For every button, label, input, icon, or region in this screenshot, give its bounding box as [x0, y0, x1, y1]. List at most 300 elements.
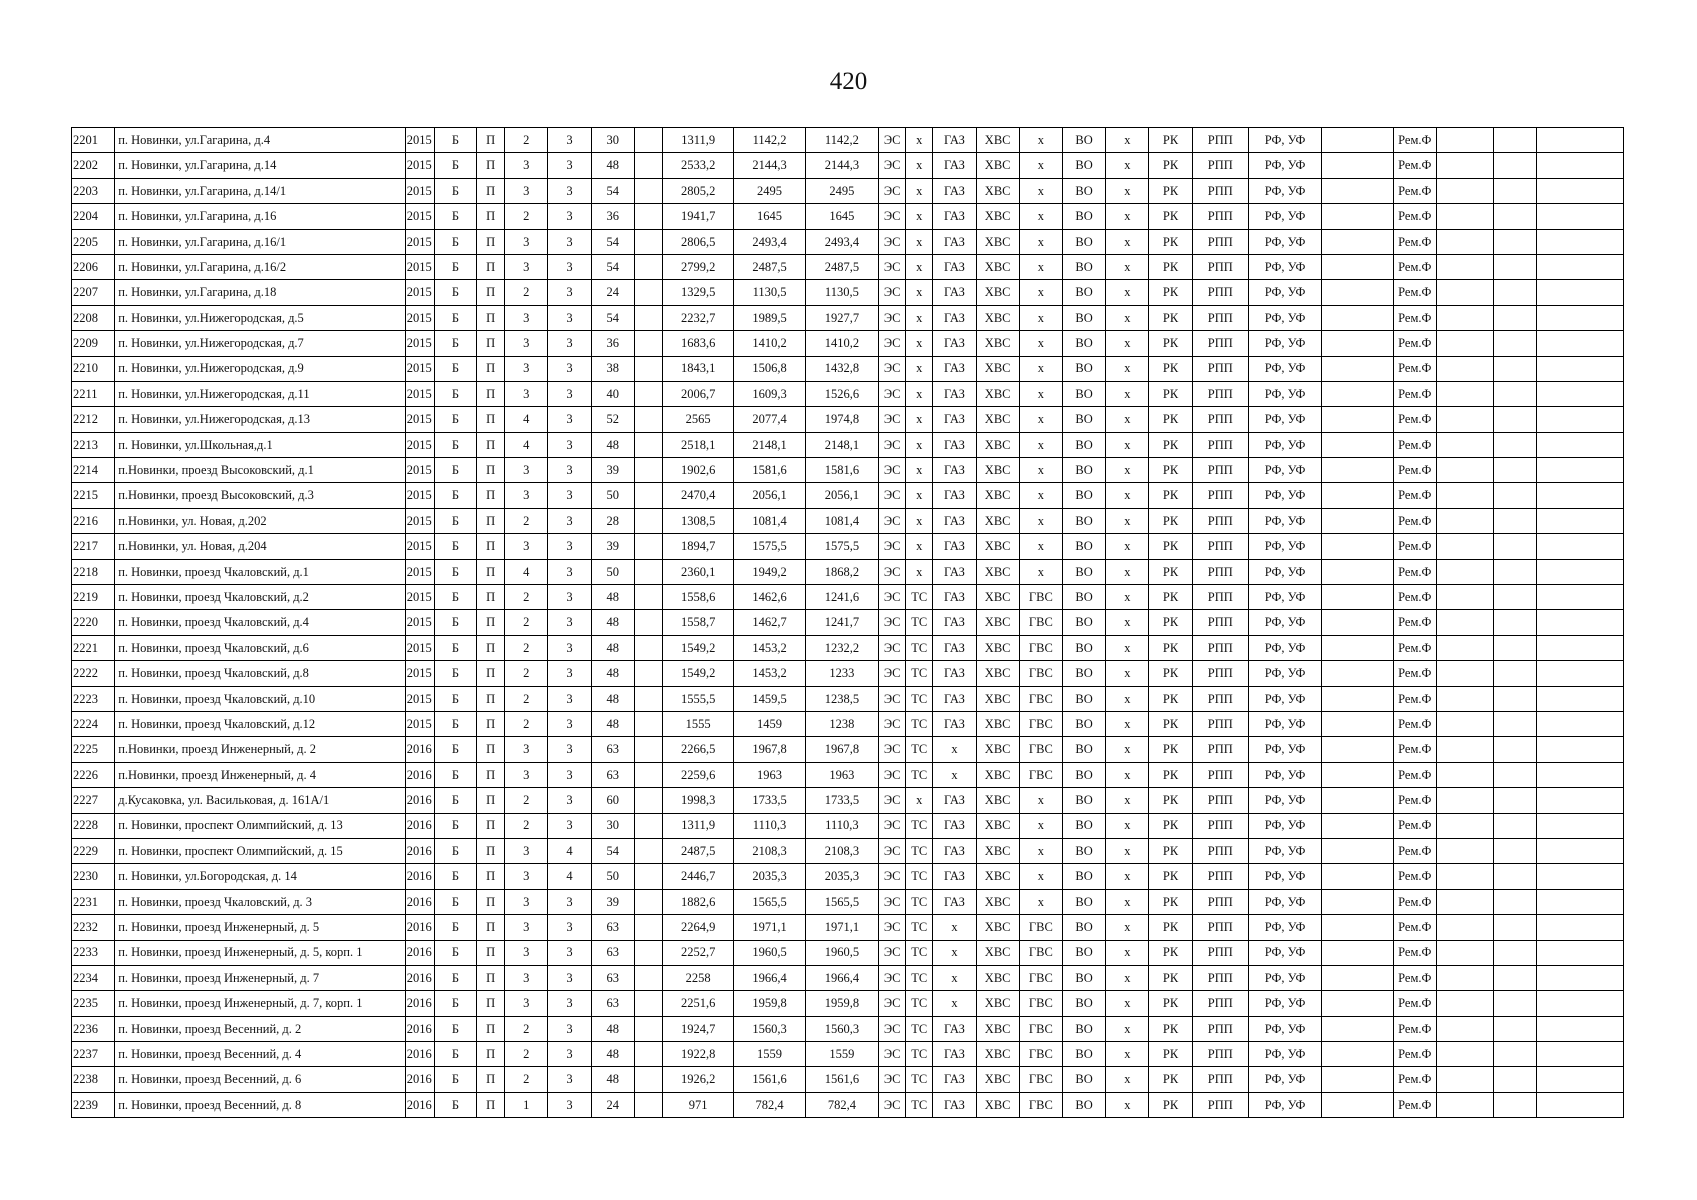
cell-living-area: 1142,2: [734, 128, 805, 153]
cell-fund: РФ, УФ: [1248, 559, 1321, 584]
cell-living-area: 2144,3: [734, 153, 805, 178]
cell-electricity: ЭС: [879, 204, 906, 229]
cell-total-area: 2251,6: [662, 991, 733, 1016]
cell-residential-area: 1561,6: [805, 1067, 878, 1092]
cell-heating: х: [906, 229, 933, 254]
cell-repair-fund: Рем.Ф: [1393, 356, 1436, 381]
cell-repair: РПП: [1192, 407, 1248, 432]
cell-cold-water: ХВС: [976, 864, 1019, 889]
cell-material: Б: [434, 204, 476, 229]
cell-address: п. Новинки, проезд Чкаловский, д. 3: [115, 889, 405, 914]
cell-blank-3: [1322, 788, 1393, 813]
cell-floors: 2: [505, 1016, 548, 1041]
cell-floors: 3: [505, 381, 548, 406]
cell-fund: РФ, УФ: [1248, 915, 1321, 940]
cell-total-area: 2266,5: [662, 737, 733, 762]
cell-type: П: [477, 280, 505, 305]
cell-material: Б: [434, 635, 476, 660]
cell-blank-2: х: [1106, 788, 1149, 813]
cell-blank-6: [1537, 711, 1624, 736]
cell-roof: РК: [1149, 991, 1192, 1016]
cell-blank-2: х: [1106, 1067, 1149, 1092]
cell-floors: 2: [505, 635, 548, 660]
cell-blank-5: [1494, 1067, 1537, 1092]
cell-gas: х: [933, 991, 976, 1016]
cell-gas: ГАЗ: [933, 610, 976, 635]
cell-gas: ГАЗ: [933, 1092, 976, 1117]
cell-living-area: 1130,5: [734, 280, 805, 305]
cell-type: П: [477, 1067, 505, 1092]
table-row: [72, 153, 1624, 178]
cell-electricity: ЭС: [879, 483, 906, 508]
cell-drainage: ВО: [1062, 178, 1105, 203]
cell-apartments: 28: [591, 508, 634, 533]
cell-heating: х: [906, 534, 933, 559]
cell-hot-water: ГВС: [1019, 610, 1062, 635]
cell-drainage: ВО: [1062, 838, 1105, 863]
table-row: [72, 331, 1624, 356]
cell-blank-6: [1537, 534, 1624, 559]
cell-blank-4: [1436, 508, 1493, 533]
cell-roof: РК: [1149, 940, 1192, 965]
cell-apartments: 50: [591, 559, 634, 584]
cell-total-area: 2446,7: [662, 864, 733, 889]
cell-blank-4: [1436, 458, 1493, 483]
cell-address: п. Новинки, ул.Гагарина, д.14/1: [115, 178, 405, 203]
cell-year: 2016: [405, 1016, 434, 1041]
cell-repair-fund: Рем.Ф: [1393, 153, 1436, 178]
cell-residential-area: 1081,4: [805, 508, 878, 533]
cell-type: П: [477, 381, 505, 406]
cell-hot-water: ГВС: [1019, 991, 1062, 1016]
cell-apartments: 54: [591, 305, 634, 330]
cell-cold-water: ХВС: [976, 280, 1019, 305]
cell-blank-2: х: [1106, 1092, 1149, 1117]
cell-fund: РФ, УФ: [1248, 788, 1321, 813]
cell-material: Б: [434, 991, 476, 1016]
cell-address: п. Новинки, проспект Олимпийский, д. 15: [115, 838, 405, 863]
cell-blank-3: [1322, 813, 1393, 838]
cell-row-number: 2208: [72, 305, 115, 330]
cell-living-area: 2077,4: [734, 407, 805, 432]
cell-cold-water: ХВС: [976, 381, 1019, 406]
cell-living-area: 1645: [734, 204, 805, 229]
cell-material: Б: [434, 305, 476, 330]
cell-electricity: ЭС: [879, 559, 906, 584]
cell-roof: РК: [1149, 407, 1192, 432]
cell-blank-3: [1322, 559, 1393, 584]
cell-year: 2015: [405, 585, 434, 610]
cell-fund: РФ, УФ: [1248, 229, 1321, 254]
cell-blank-2: х: [1106, 204, 1149, 229]
cell-drainage: ВО: [1062, 331, 1105, 356]
cell-type: П: [477, 838, 505, 863]
cell-blank-4: [1436, 1042, 1493, 1067]
cell-material: Б: [434, 940, 476, 965]
cell-type: П: [477, 635, 505, 660]
cell-blank-3: [1322, 178, 1393, 203]
cell-repair-fund: Рем.Ф: [1393, 711, 1436, 736]
cell-blank-3: [1322, 585, 1393, 610]
cell-blank-4: [1436, 610, 1493, 635]
cell-row-number: 2221: [72, 635, 115, 660]
cell-repair: РПП: [1192, 508, 1248, 533]
cell-blank-2: х: [1106, 229, 1149, 254]
cell-fund: РФ, УФ: [1248, 381, 1321, 406]
cell-total-area: 2487,5: [662, 838, 733, 863]
cell-entrances: 3: [548, 534, 591, 559]
cell-living-area: 782,4: [734, 1092, 805, 1117]
cell-cold-water: ХВС: [976, 711, 1019, 736]
table-row: [72, 559, 1624, 584]
cell-blank-3: [1322, 458, 1393, 483]
cell-blank-5: [1494, 788, 1537, 813]
cell-living-area: 2487,5: [734, 254, 805, 279]
cell-entrances: 3: [548, 483, 591, 508]
table-row: [72, 965, 1624, 990]
cell-blank-4: [1436, 661, 1493, 686]
cell-hot-water: х: [1019, 128, 1062, 153]
cell-blank-1: [634, 204, 662, 229]
cell-drainage: ВО: [1062, 940, 1105, 965]
cell-cold-water: ХВС: [976, 178, 1019, 203]
cell-repair-fund: Рем.Ф: [1393, 331, 1436, 356]
cell-electricity: ЭС: [879, 661, 906, 686]
cell-blank-4: [1436, 356, 1493, 381]
cell-blank-3: [1322, 508, 1393, 533]
cell-row-number: 2210: [72, 356, 115, 381]
cell-blank-5: [1494, 153, 1537, 178]
cell-entrances: 3: [548, 432, 591, 457]
cell-material: Б: [434, 788, 476, 813]
cell-living-area: 1565,5: [734, 889, 805, 914]
cell-total-area: 2258: [662, 965, 733, 990]
cell-residential-area: 1559: [805, 1042, 878, 1067]
cell-floors: 3: [505, 305, 548, 330]
cell-blank-5: [1494, 737, 1537, 762]
cell-material: Б: [434, 254, 476, 279]
cell-roof: РК: [1149, 1016, 1192, 1041]
cell-blank-3: [1322, 711, 1393, 736]
cell-material: Б: [434, 331, 476, 356]
cell-electricity: ЭС: [879, 686, 906, 711]
cell-blank-5: [1494, 254, 1537, 279]
cell-blank-2: х: [1106, 838, 1149, 863]
cell-fund: РФ, УФ: [1248, 356, 1321, 381]
cell-apartments: 39: [591, 534, 634, 559]
table-row: [72, 991, 1624, 1016]
cell-living-area: 1560,3: [734, 1016, 805, 1041]
cell-repair-fund: Рем.Ф: [1393, 305, 1436, 330]
cell-type: П: [477, 991, 505, 1016]
cell-gas: х: [933, 915, 976, 940]
cell-apartments: 54: [591, 254, 634, 279]
cell-roof: РК: [1149, 915, 1192, 940]
cell-heating: ТС: [906, 762, 933, 787]
cell-heating: х: [906, 178, 933, 203]
cell-drainage: ВО: [1062, 381, 1105, 406]
cell-fund: РФ, УФ: [1248, 483, 1321, 508]
cell-heating: х: [906, 458, 933, 483]
cell-blank-4: [1436, 864, 1493, 889]
cell-blank-3: [1322, 229, 1393, 254]
cell-drainage: ВО: [1062, 864, 1105, 889]
cell-type: П: [477, 254, 505, 279]
cell-apartments: 48: [591, 1042, 634, 1067]
cell-floors: 2: [505, 204, 548, 229]
cell-hot-water: ГВС: [1019, 661, 1062, 686]
cell-fund: РФ, УФ: [1248, 813, 1321, 838]
cell-living-area: 2493,4: [734, 229, 805, 254]
cell-floors: 3: [505, 178, 548, 203]
cell-blank-4: [1436, 254, 1493, 279]
cell-entrances: 3: [548, 280, 591, 305]
cell-cold-water: ХВС: [976, 737, 1019, 762]
cell-floors: 3: [505, 889, 548, 914]
cell-blank-1: [634, 610, 662, 635]
cell-heating: х: [906, 483, 933, 508]
cell-blank-5: [1494, 661, 1537, 686]
cell-entrances: 3: [548, 1016, 591, 1041]
cell-gas: ГАЗ: [933, 280, 976, 305]
cell-living-area: 1581,6: [734, 458, 805, 483]
cell-floors: 2: [505, 788, 548, 813]
cell-repair: РПП: [1192, 1016, 1248, 1041]
table-row: [72, 686, 1624, 711]
cell-total-area: 1308,5: [662, 508, 733, 533]
cell-address: п. Новинки, ул.Школьная,д.1: [115, 432, 405, 457]
cell-heating: ТС: [906, 1067, 933, 1092]
cell-row-number: 2213: [72, 432, 115, 457]
cell-entrances: 3: [548, 661, 591, 686]
cell-entrances: 3: [548, 991, 591, 1016]
cell-cold-water: ХВС: [976, 254, 1019, 279]
cell-entrances: 3: [548, 331, 591, 356]
table-row: [72, 458, 1624, 483]
cell-type: П: [477, 331, 505, 356]
cell-blank-6: [1537, 940, 1624, 965]
cell-heating: ТС: [906, 1042, 933, 1067]
cell-repair-fund: Рем.Ф: [1393, 407, 1436, 432]
cell-repair-fund: Рем.Ф: [1393, 1042, 1436, 1067]
cell-hot-water: ГВС: [1019, 762, 1062, 787]
cell-blank-2: х: [1106, 889, 1149, 914]
cell-blank-3: [1322, 204, 1393, 229]
cell-fund: РФ, УФ: [1248, 864, 1321, 889]
cell-blank-2: х: [1106, 1042, 1149, 1067]
cell-blank-1: [634, 280, 662, 305]
cell-material: Б: [434, 483, 476, 508]
cell-material: Б: [434, 965, 476, 990]
cell-hot-water: ГВС: [1019, 737, 1062, 762]
cell-repair: РПП: [1192, 254, 1248, 279]
table-row: [72, 788, 1624, 813]
cell-gas: ГАЗ: [933, 635, 976, 660]
cell-fund: РФ, УФ: [1248, 508, 1321, 533]
cell-blank-1: [634, 661, 662, 686]
cell-blank-6: [1537, 178, 1624, 203]
cell-roof: РК: [1149, 534, 1192, 559]
cell-type: П: [477, 229, 505, 254]
cell-apartments: 48: [591, 1067, 634, 1092]
cell-blank-2: х: [1106, 458, 1149, 483]
cell-hot-water: х: [1019, 432, 1062, 457]
cell-drainage: ВО: [1062, 610, 1105, 635]
cell-repair: РПП: [1192, 128, 1248, 153]
cell-blank-5: [1494, 356, 1537, 381]
cell-residential-area: 1575,5: [805, 534, 878, 559]
cell-blank-2: х: [1106, 940, 1149, 965]
cell-address: п. Новинки, проезд Инженерный, д. 7, корп. 1: [115, 991, 405, 1016]
cell-blank-5: [1494, 1042, 1537, 1067]
cell-hot-water: ГВС: [1019, 1067, 1062, 1092]
cell-living-area: 2148,1: [734, 432, 805, 457]
cell-blank-3: [1322, 254, 1393, 279]
cell-drainage: ВО: [1062, 432, 1105, 457]
cell-apartments: 63: [591, 991, 634, 1016]
cell-fund: РФ, УФ: [1248, 178, 1321, 203]
cell-floors: 1: [505, 1092, 548, 1117]
cell-year: 2015: [405, 635, 434, 660]
cell-blank-4: [1436, 178, 1493, 203]
cell-blank-3: [1322, 381, 1393, 406]
cell-row-number: 2216: [72, 508, 115, 533]
cell-year: 2016: [405, 1042, 434, 1067]
cell-drainage: ВО: [1062, 229, 1105, 254]
cell-address: п.Новинки, ул. Новая, д.202: [115, 508, 405, 533]
cell-apartments: 48: [591, 585, 634, 610]
cell-type: П: [477, 305, 505, 330]
cell-blank-4: [1436, 1067, 1493, 1092]
cell-material: Б: [434, 864, 476, 889]
cell-address: п. Новинки, ул.Гагарина, д.16/2: [115, 254, 405, 279]
cell-blank-4: [1436, 915, 1493, 940]
cell-entrances: 3: [548, 915, 591, 940]
cell-row-number: 2214: [72, 458, 115, 483]
cell-repair: РПП: [1192, 356, 1248, 381]
cell-year: 2015: [405, 407, 434, 432]
cell-blank-1: [634, 331, 662, 356]
cell-apartments: 63: [591, 940, 634, 965]
cell-floors: 3: [505, 483, 548, 508]
cell-roof: РК: [1149, 686, 1192, 711]
cell-fund: РФ, УФ: [1248, 1016, 1321, 1041]
table-row: [72, 280, 1624, 305]
cell-electricity: ЭС: [879, 229, 906, 254]
cell-heating: х: [906, 381, 933, 406]
cell-roof: РК: [1149, 813, 1192, 838]
cell-repair-fund: Рем.Ф: [1393, 813, 1436, 838]
cell-row-number: 2222: [72, 661, 115, 686]
cell-floors: 4: [505, 559, 548, 584]
table-row: [72, 737, 1624, 762]
cell-apartments: 36: [591, 204, 634, 229]
cell-heating: ТС: [906, 864, 933, 889]
cell-entrances: 3: [548, 153, 591, 178]
cell-blank-6: [1537, 508, 1624, 533]
cell-blank-5: [1494, 762, 1537, 787]
cell-blank-3: [1322, 534, 1393, 559]
cell-type: П: [477, 458, 505, 483]
cell-repair-fund: Рем.Ф: [1393, 178, 1436, 203]
cell-floors: 3: [505, 762, 548, 787]
cell-type: П: [477, 1092, 505, 1117]
cell-residential-area: 1232,2: [805, 635, 878, 660]
cell-drainage: ВО: [1062, 889, 1105, 914]
cell-year: 2015: [405, 534, 434, 559]
cell-blank-4: [1436, 381, 1493, 406]
cell-type: П: [477, 889, 505, 914]
cell-electricity: ЭС: [879, 762, 906, 787]
cell-repair-fund: Рем.Ф: [1393, 254, 1436, 279]
cell-blank-1: [634, 254, 662, 279]
cell-cold-water: ХВС: [976, 407, 1019, 432]
cell-apartments: 54: [591, 229, 634, 254]
cell-year: 2015: [405, 432, 434, 457]
cell-drainage: ВО: [1062, 559, 1105, 584]
cell-residential-area: 782,4: [805, 1092, 878, 1117]
cell-blank-5: [1494, 483, 1537, 508]
cell-total-area: 1683,6: [662, 331, 733, 356]
cell-blank-3: [1322, 407, 1393, 432]
cell-year: 2015: [405, 280, 434, 305]
cell-living-area: 2495: [734, 178, 805, 203]
cell-blank-6: [1537, 1016, 1624, 1041]
cell-blank-1: [634, 813, 662, 838]
cell-blank-2: х: [1106, 559, 1149, 584]
cell-floors: 3: [505, 153, 548, 178]
cell-address: п.Новинки, проезд Высоковский, д.3: [115, 483, 405, 508]
cell-drainage: ВО: [1062, 991, 1105, 1016]
cell-heating: х: [906, 305, 933, 330]
cell-cold-water: ХВС: [976, 788, 1019, 813]
cell-residential-area: 1733,5: [805, 788, 878, 813]
cell-entrances: 3: [548, 1042, 591, 1067]
cell-type: П: [477, 585, 505, 610]
cell-entrances: 3: [548, 1092, 591, 1117]
cell-type: П: [477, 1016, 505, 1041]
table-row: [72, 407, 1624, 432]
cell-blank-1: [634, 711, 662, 736]
cell-repair-fund: Рем.Ф: [1393, 1067, 1436, 1092]
cell-repair-fund: Рем.Ф: [1393, 661, 1436, 686]
table-row: [72, 534, 1624, 559]
cell-blank-4: [1436, 940, 1493, 965]
table-row: [72, 585, 1624, 610]
cell-hot-water: ГВС: [1019, 940, 1062, 965]
cell-gas: ГАЗ: [933, 686, 976, 711]
cell-apartments: 24: [591, 1092, 634, 1117]
cell-year: 2016: [405, 737, 434, 762]
cell-roof: РК: [1149, 254, 1192, 279]
cell-fund: РФ, УФ: [1248, 458, 1321, 483]
cell-cold-water: ХВС: [976, 331, 1019, 356]
cell-residential-area: 1966,4: [805, 965, 878, 990]
table-row: [72, 1092, 1624, 1117]
cell-electricity: ЭС: [879, 1016, 906, 1041]
cell-blank-6: [1537, 128, 1624, 153]
cell-blank-1: [634, 229, 662, 254]
cell-year: 2015: [405, 153, 434, 178]
cell-total-area: 2806,5: [662, 229, 733, 254]
table-row: [72, 178, 1624, 203]
cell-address: п. Новинки, проезд Инженерный, д. 5: [115, 915, 405, 940]
cell-residential-area: 1960,5: [805, 940, 878, 965]
cell-repair: РПП: [1192, 381, 1248, 406]
cell-blank-4: [1436, 559, 1493, 584]
cell-material: Б: [434, 686, 476, 711]
cell-material: Б: [434, 737, 476, 762]
